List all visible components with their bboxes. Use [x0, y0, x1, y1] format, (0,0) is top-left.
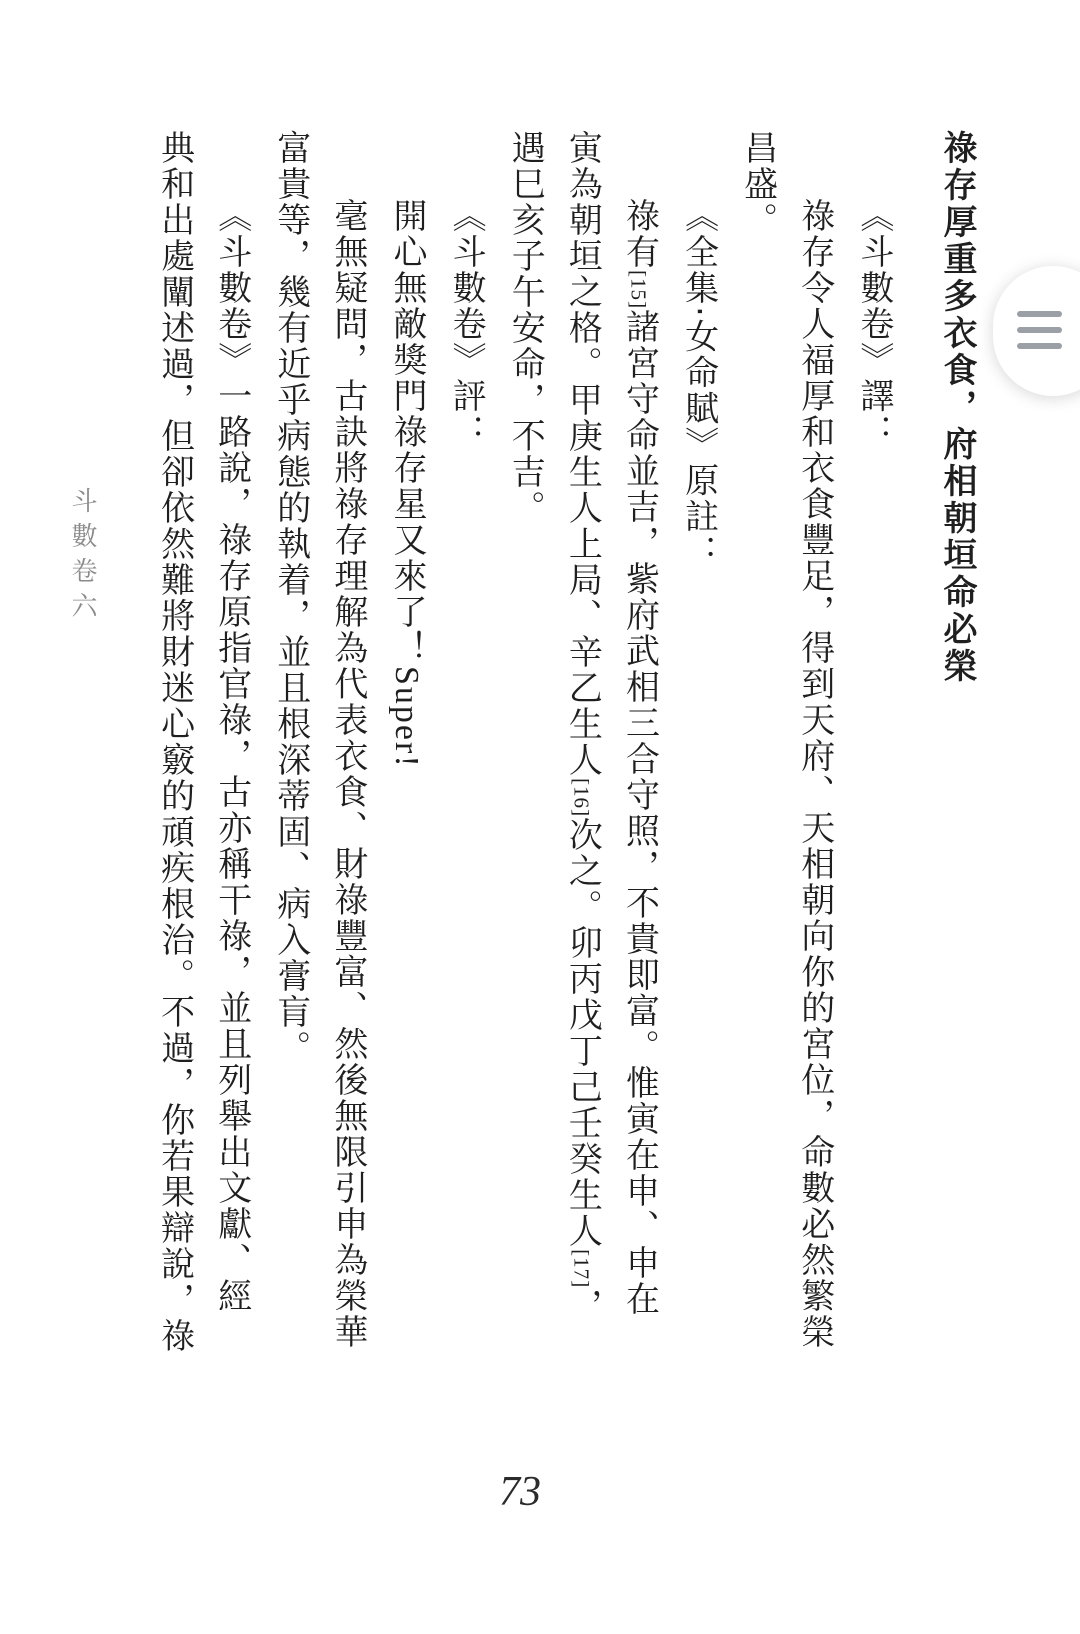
paragraph: 《全集‧女命賦》原註： [679, 198, 717, 571]
paragraph: 《斗數卷》評： [447, 198, 485, 450]
running-header: 斗數卷六 [68, 487, 97, 627]
footnote-ref: [15] [626, 270, 651, 310]
menu-button[interactable] [993, 266, 1080, 396]
paragraph: 祿有[15]諸宮守命並吉，紫府武相三合守照，不貴即富。惟寅在申、申在 寅為朝垣之格。甲庚生人上局、辛乙生人[16]次之。卯丙戊丁己壬癸生人[17]， 遇巳亥子午安命，不吉。 [506, 130, 658, 1325]
footnote-ref: [16] [569, 778, 594, 818]
article-title: 祿存厚重多衣食，府相朝垣命必榮 [938, 130, 975, 685]
page-number: 73 [499, 1469, 541, 1515]
paragraph: 祿存令人福厚和衣食豐足，得到天府、天相朝向你的宮位，命數必然繁榮 昌盛。 [738, 130, 833, 1350]
article-content [140, 130, 985, 1430]
paragraph: 開心無敵獎門祿存星又來了！Super! [388, 198, 426, 769]
hamburger-menu-icon [1017, 311, 1062, 349]
paragraph: 毫無疑問，古訣將祿存理解為代表衣食、財祿豐富、然後無限引申為榮華 富貴等，幾有近乎病態的執着，並且根深蒂固、病入膏肓。 [271, 130, 366, 1350]
footnote-ref: [17] [569, 1249, 594, 1289]
paragraph: 《斗數卷》譯： [854, 198, 892, 450]
paragraph: 《斗數卷》一路說，祿存原指官祿，古亦稱干祿，並且列舉出文獻、經 典和出處闡述過，但卻依然難將財迷心竅的頑疾根治。不過，你若果辯說，祿 [155, 130, 250, 1354]
